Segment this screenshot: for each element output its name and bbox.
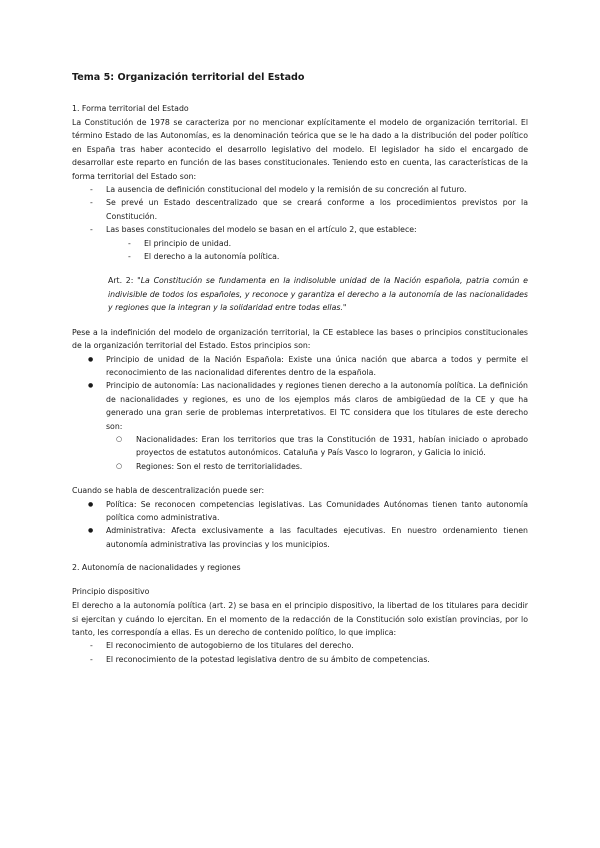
section-2-subheading: Principio dispositivo [72,587,150,597]
decentralization-list [72,498,528,552]
characteristic-item: - Se prevé un Estado descentralizado que se creará conforme a los procedimientos previstos por la Constitución. [72,196,528,223]
article-principle-item: - El principio de unidad. [72,237,528,250]
holder-item: ○ Nacionalidades: Eran los territorios que tras la Constitución de 1931, habían iniciado o aprobado proyectos de estatutos autonómicos. Cataluña y País Vasco lo lograron, y Galicia lo inició. [106,433,528,460]
holders-list [106,433,528,473]
principle-item [72,379,528,473]
characteristic-item: - La ausencia de definición constitucional del modelo y la remisión de su concreción al futuro. [72,183,528,196]
section-2-intro: El derecho a la autonomía política (art. 2) se basa en el principio dispositivo, la libertad de los titulares para decidir si ejercitan y cuándo lo ejercitan. En el momento de la redacción de la Constitución solo existían provincias, por lo tanto, les correspondía a ellas. Es un derecho de contenido político, lo que implica: [72,601,528,637]
implication-item: - El reconocimiento de autogobierno de los titulares del derecho. [72,639,528,652]
decentralization-item: ● Política: Se reconocen competencias legislativas. Las Comunidades Autónomas tienen tanto autonomía política como administrativa. [72,498,528,525]
section-1-heading: 1. Forma territorial del Estado [72,104,189,113]
decentralization-item: ● Administrativa: Afecta exclusivamente a las facultades ejecutivas. En nuestro ordenamiento tienen autonomía administrativa las provincias y los municipios. [72,524,528,551]
section-1-intro: La Constitución de 1978 se caracteriza por no mencionar explícitamente el modelo de organización territorial. El término Estado de las Autonomías, es la denominación teórica que se le ha dado a la distribución del poder político en España tras haber acontecido el desarrollo legislativo del modelo. El legislador ha sido el encargado de desarrollar este reparto en función de las bases constitucionales. Teniendo esto en cuenta, las características de la forma territorial del Estado son: [72,118,528,181]
quote-reference: Art. 2: [108,276,138,286]
principle-text: Principio de autonomía: Las nacionalidades y regiones tienen derecho a la autonomía política. La definición de nacionalidades y regiones, es uno de los ejemplos más claros de ambigüedad de la CE y que ha generado una gran serie de problemas interpretativos. El TC considera que los titulares de este derecho son: [106,381,528,431]
article-principle-item: - El derecho a la autonomía política. [72,250,528,263]
characteristic-item: - Las bases constitucionales del modelo se basan en el artículo 2, que establece: [72,223,528,236]
principles-list [72,353,528,474]
article-principles-list [72,237,528,264]
quote-text: "La Constitución se fundamenta en la indisoluble unidad de la Nación española, patria común e indivisible de todos los españoles, y reconoce y garantiza el derecho a la autonomía de las nacionalidades y regiones que la integran y la solidaridad entre todas ellas." [108,276,528,313]
decentralization-intro: Cuando se habla de descentralización puede ser: [72,486,265,496]
principle-item: ● Principio de unidad de la Nación Española: Existe una única nación que abarca a todos y permite el reconocimiento de las nacionalidad diferentes dentro de la española. [72,353,528,380]
section-2-heading: 2. Autonomía de nacionalidades y regiones [72,563,241,573]
implication-item: - El reconocimiento de la potestad legislativa dentro de su ámbito de competencias. [72,653,528,666]
characteristics-list [72,183,528,237]
implications-list [72,639,528,666]
document-title: Tema 5: Organización territorial del Estado [72,72,305,83]
principles-intro: Pese a la indefinición del modelo de organización territorial, la CE establece las bases o principios constitucionales de la organización territorial del Estado. Estos principios son: [72,327,528,351]
article-2-quote [72,274,528,314]
holder-item: ○ Regiones: Son el resto de territorialidades. [106,460,528,473]
document-page [72,72,528,666]
